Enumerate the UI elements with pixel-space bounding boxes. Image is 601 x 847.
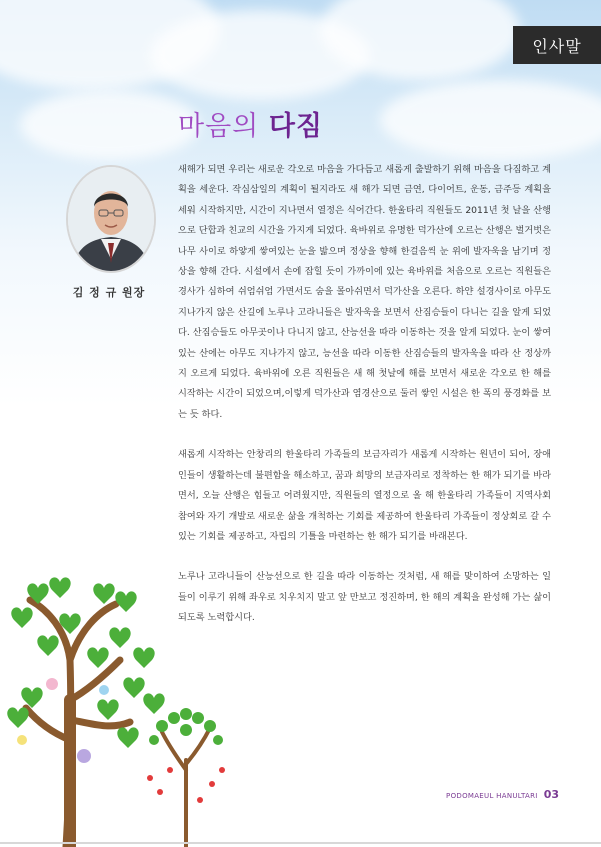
cloud-decoration xyxy=(380,80,601,160)
page-number: 03 xyxy=(543,788,559,801)
title-bold: 다짐 xyxy=(268,111,324,142)
paragraph-1: 새해가 되면 우리는 새로운 각오로 마음을 가다듬고 새롭게 출발하기 위해 마음을 다짐하고 계획을 세운다. 작심삼일의 계획이 될지라도 새 해가 되면 금연, 다이어트, 운동, 금주등 계획을 세워 시작하지만, 시간이 지나면서 열정은 식어간다. 한울타리 직원들도 2011년 첫 날을 산행으로 단합과 친교의 시간을 가지게 되었다. 육바위로 유명한 덕가산에 오르는 산행은 벌거벗은 나무 사이로 하얗게 쌓여있는 눈을 밟으며 정상을 향해 한걸음씩 눈 위에 발자욱을 남기며 정상을 향해 간다. 시설에서 손에 잡힐 듯이 가까이에 있는 육바위를 처음으로 오르는 직원들은 경사가 심하여 쉬엄쉬엄 가면서도 숨을 몰아쉬면서 덕가산을 오른다. 하얀 설경사이로 아무도 지나가지 않은 산길에 노루나 고라니들은 발자욱을 보면서 산짐승들이 다니는 길을 알게 되었다. 산짐승들도 아무곳이나 다니지 않고, 산능선을 따라 이동하는 것을 알게 되었다. 눈이 쌓여있는 산에는 아무도 지나가지 않고, 능선을 따라 이동한 산짐승들의 발자욱을 따라 산 정상까지 오르게 되었다. 육바위에 오른 직원들은 새 해 첫날에 해를 보면서 새로운 각오로 한 해를 시작하는 시간이 되었으며,이렇게 덕가산과 염경산으로 둘러 쌓인 시설은 한 폭의 풍경화를 보는 듯 하다. xyxy=(178,164,551,420)
paragraph-2: 새롭게 시작하는 안창리의 한울타리 가족들의 보금자리가 새롭게 시작하는 원년이 되어, 장애인들이 생활하는데 불편함을 해소하고, 꿈과 희망의 보금자리로 정착하는 한 해가 되기를 바라면서, 오늘 산행은 힘들고 어려웠지만, 직원들의 열정으로 올 해 한울타리 가족들이 지역사회 참여와 자기 개발로 새로운 삶을 개척하는 기회를 제공하여 한울타리 가족들이 정상회로 갈 수 있는 기회를 제공하고, 자립의 기틀을 마련하는 한 해가 되기를 바래본다. xyxy=(178,449,551,542)
bottom-divider xyxy=(0,842,601,844)
man-portrait-icon xyxy=(68,167,154,271)
small-tree-icon xyxy=(147,708,225,847)
paragraph-3: 노루나 고라니들이 산능선으로 한 길을 따라 이동하는 것처럼, 새 해를 맞이하여 소망하는 일들이 이루기 위해 좌우로 치우치지 말고 앞 만보고 정진하며, 한 해의 계획을 완성해 가는 삶이 되도록 노력합시다. xyxy=(178,571,551,624)
portrait-photo xyxy=(66,165,156,273)
section-tab: 인사말 xyxy=(513,26,601,64)
big-tree-icon xyxy=(7,577,164,847)
footer-brand: PODOMAEUL HANULTARI xyxy=(446,792,538,800)
page-footer xyxy=(446,788,559,801)
body-text xyxy=(178,160,551,649)
cloud-decoration xyxy=(20,90,200,160)
author-caption: 김 정 규 원장 xyxy=(72,286,146,299)
page-title xyxy=(178,104,323,143)
title-light: 마음의 xyxy=(178,111,269,142)
